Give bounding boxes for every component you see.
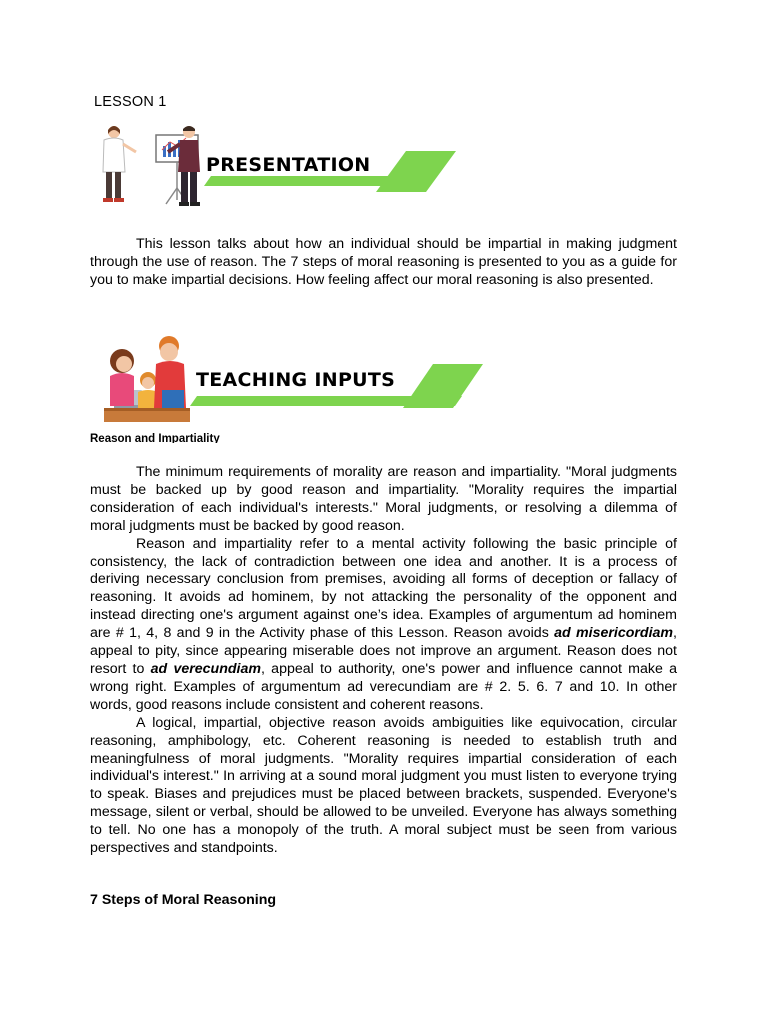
body-paragraphs bbox=[90, 464, 677, 858]
body-paragraph-2-part-a: Reason and impartiality refer to a mental activity following the basic principle of consistency, the lack of contradiction between one idea and another. It is a process of deriving necessary conclusion from premises, avoiding all forms of deception or fallacy of reasoning. It avoids ad hominem, by not attacking the personality of the opponent and instead directing one's argument against one’s idea. Examples of argumentum ad hominem are # 1, 4, 8 and 9 in the Activity phase of this Lesson. Reason avoids bbox=[90, 535, 677, 642]
term-ad-misericordiam: ad misericordiam bbox=[554, 625, 674, 642]
steps-subheading: 7 Steps of Moral Reasoning bbox=[90, 892, 277, 908]
teaching-inputs-title: TEACHING INPUTS bbox=[196, 369, 396, 391]
body-paragraph-2 bbox=[90, 536, 677, 715]
lesson-label: LESSON 1 bbox=[94, 94, 167, 110]
presentation-title: PRESENTATION bbox=[206, 154, 371, 176]
section-heading: Reason and Impartiality bbox=[90, 433, 220, 443]
body-paragraph-2-part-b: , appeal to pity, since appearing miserable does not improve an argument. Reason does not resort to bbox=[90, 625, 677, 677]
teaching-inputs-banner bbox=[100, 334, 488, 426]
body-paragraph-2-part-c: , appeal to authority, one's power and influence cannot make a wrong right. Examples of argumentum ad verecundiam are # 2. 5. 6. 7 and 10. In other words, good reasons include consistent and coherent reasons. bbox=[90, 660, 678, 713]
term-ad-verecundiam: ad verecundiam bbox=[150, 660, 261, 677]
body-paragraph-3: A logical, impartial, objective reason avoids ambiguities like equivocation, circular reasoning, amphibology, etc. Coherent reasoning is needed to establish truth and meaningfulness of moral judgments. "Morality requires impartial consideration of each individual's interest." In arriving at a sound moral judgment you must listen to everyone trying to speak. Biases and prejudices must be placed between brackets, suspended. Everyone's message, silent or verbal, should be allowed to be unveiled. Everyone has always something to tell. No one has a monopoly of the truth. A moral subject must be seen from various perspectives and standpoints. bbox=[90, 714, 677, 857]
intro-text: This lesson talks about how an individual should be impartial in making judgment through the use of reason. The 7 steps of moral reasoning is presented to you as a guide for you to make impartial decisions. How feeling affect our moral reasoning is also presented. bbox=[90, 236, 677, 288]
intro-paragraph bbox=[90, 236, 677, 290]
presentation-banner bbox=[96, 120, 460, 212]
body-paragraph-1: The minimum requirements of morality are reason and impartiality. "Moral judgments must be backed up by good reason and impartiality. "Morality requires the impartial consideration of each individual's interests." Moral judgments, or resolving a dilemma of moral judgments must be backed by good reason. bbox=[90, 464, 677, 534]
